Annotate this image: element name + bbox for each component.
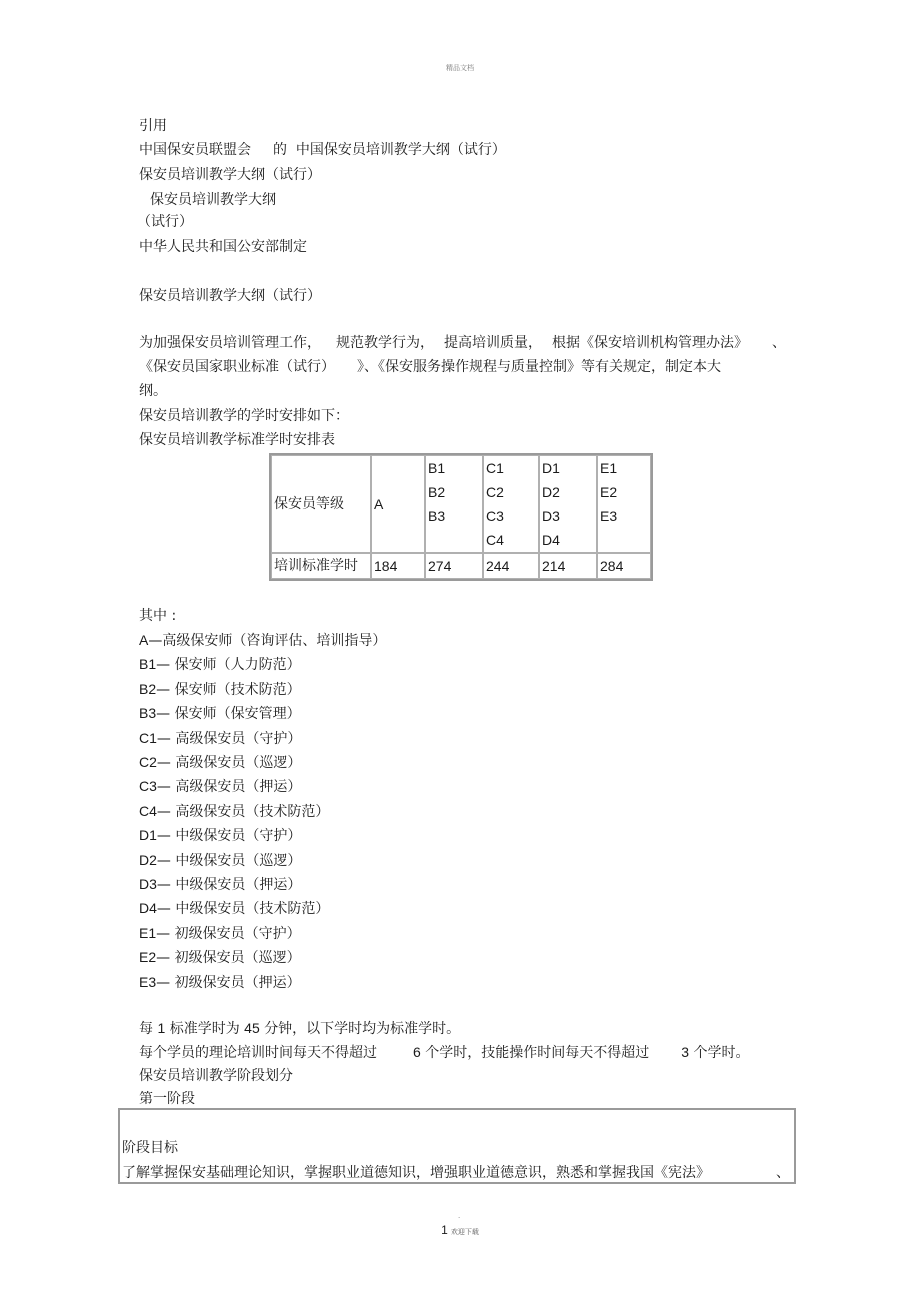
- para1-seg: 》、《保安服务操作规程与质量控制》等有关规定，制定本大: [357, 359, 721, 375]
- hours-cell: 184: [371, 553, 425, 579]
- issuer: 中华人民共和国公安部制定: [139, 239, 307, 255]
- level-code: C2: [486, 484, 504, 500]
- source-org: 中国保安员联盟会: [139, 142, 251, 158]
- legend-sep: —: [156, 755, 176, 771]
- note-seg: 标准学时为: [169, 1021, 240, 1037]
- level-code: E2: [600, 484, 618, 500]
- row-label-hours: 培训标准学时: [271, 553, 371, 579]
- level-code: E1: [600, 460, 618, 476]
- legend-text: 初级保安员（押运）: [174, 975, 301, 991]
- hours-cell: 244: [483, 553, 539, 579]
- note-seg: 分钟，以下学时均为标准学时。: [264, 1021, 461, 1037]
- note-num: 3: [681, 1044, 690, 1060]
- stage-goal-label: 阶段目标: [122, 1140, 178, 1156]
- stage1-heading: 第一阶段: [139, 1091, 195, 1107]
- legend-sep: —: [156, 804, 176, 820]
- level-code: C3: [486, 508, 504, 524]
- stages-heading: 保安员培训教学阶段划分: [139, 1068, 293, 1084]
- para1-line3: 纲。: [139, 383, 167, 399]
- hours-cell: 284: [597, 553, 651, 579]
- legend-item: [139, 874, 301, 895]
- legend-code: C3: [139, 778, 157, 794]
- legend-text: 中级保安员（巡逻）: [175, 853, 302, 869]
- legend-text: 保安师（技术防范）: [174, 682, 301, 698]
- page-header: 精品文档: [446, 64, 474, 72]
- legend-text: 高级保安员（守护）: [175, 731, 302, 747]
- level-code: E3: [600, 508, 618, 524]
- level-code: D4: [542, 532, 560, 548]
- note-seg: 个学时。: [693, 1045, 750, 1061]
- legend-sep: —: [156, 706, 175, 722]
- level-code: C4: [486, 532, 504, 548]
- legend-text: 中级保安员（技术防范）: [175, 901, 330, 917]
- legend-code: A: [139, 632, 149, 648]
- note-num: 1: [157, 1020, 166, 1036]
- level-code: B3: [428, 508, 446, 524]
- level-cell: [483, 455, 539, 553]
- legend-item: [139, 801, 329, 822]
- legend-sep: —: [156, 779, 176, 795]
- note-1: [139, 1018, 460, 1039]
- table-title: 保安员培训教学标准学时安排表: [139, 432, 335, 448]
- legend-text: 初级保安员（守护）: [174, 926, 301, 942]
- para1-seg: 、: [772, 335, 786, 351]
- legend-sep: —: [156, 975, 175, 991]
- legend-code: B1: [139, 656, 157, 672]
- legend-sep: —: [156, 950, 175, 966]
- hours-cell: 214: [539, 553, 597, 579]
- legend-text: 高级保安师（咨询评估、培训指导）: [162, 633, 387, 649]
- para1-line2: [139, 357, 721, 377]
- title-line-2: 保安员培训教学大纲（试行）: [139, 288, 321, 304]
- level-cell: [425, 455, 483, 553]
- legend-text: 高级保安员（押运）: [175, 779, 302, 795]
- legend-item: [139, 923, 301, 944]
- legend-item: [139, 679, 301, 700]
- legend-sep: —: [156, 731, 176, 747]
- page-footer: [0, 1223, 920, 1237]
- title-line: 保安员培训教学大纲（试行）: [139, 167, 321, 183]
- legend-text: 高级保安员（巡逻）: [175, 755, 302, 771]
- level-code: D2: [542, 484, 560, 500]
- stage-goal-text: [122, 1163, 790, 1183]
- legend-text: 高级保安员（技术防范）: [175, 804, 330, 820]
- legend-text: 保安师（人力防范）: [174, 657, 301, 673]
- legend-code: C1: [139, 730, 157, 746]
- para1-seg: 提高培训质量，: [444, 335, 542, 351]
- stage-goal-tail: 、: [776, 1165, 790, 1181]
- legend-code: D1: [139, 827, 157, 843]
- legend-item: [139, 850, 301, 871]
- legend-text: 中级保安员（押运）: [175, 877, 302, 893]
- legend-code: E1: [139, 925, 157, 941]
- legend-text: 保安师（保安管理）: [174, 706, 301, 722]
- stage-goal-body: 了解掌握保安基础理论知识，掌握职业道德知识，增强职业道德意识，熟悉和掌握我国《宪法》: [122, 1165, 710, 1181]
- legend-code: E3: [139, 974, 157, 990]
- note-2: [139, 1042, 750, 1063]
- legend-code: B2: [139, 681, 157, 697]
- cite-label: 引用: [139, 118, 167, 134]
- footer-label: 欢迎下载: [450, 1228, 479, 1236]
- para1-seg: 规范教学行为，: [336, 335, 434, 351]
- legend-item: [139, 703, 301, 724]
- level-code: D3: [542, 508, 560, 524]
- para1-line1: [139, 333, 786, 353]
- hours-cell: 274: [425, 553, 483, 579]
- note-num: 6: [413, 1044, 421, 1060]
- table-row: [271, 553, 651, 579]
- legend-sep: —: [156, 657, 175, 673]
- legend-sep: —: [156, 877, 176, 893]
- legend-item: [139, 947, 301, 968]
- footer-dot: .: [458, 1212, 461, 1220]
- legend-item: [139, 898, 329, 919]
- legend-sep: —: [156, 926, 175, 942]
- level-code: B1: [428, 460, 446, 476]
- legend-sep: —: [156, 682, 175, 698]
- note-num: 45: [244, 1020, 260, 1036]
- source-title: 的 中国保安员培训教学大纲（试行）: [273, 142, 506, 158]
- legend-sep: —: [156, 828, 176, 844]
- legend-item: [139, 630, 386, 651]
- legend-sep: —: [148, 633, 163, 649]
- legend-item: [139, 728, 301, 749]
- legend-heading: 其中 :: [139, 608, 177, 624]
- level-code: D1: [542, 460, 560, 476]
- note-seg: 个学时，技能操作时间每天不得超过: [425, 1045, 650, 1061]
- legend-item: [139, 825, 301, 846]
- source-line: [139, 140, 506, 160]
- note-seg: 每: [139, 1021, 153, 1037]
- table-row: [271, 455, 651, 553]
- note-seg: 每个学员的理论培训时间每天不得超过: [139, 1045, 377, 1061]
- stage-goal-box: [118, 1108, 796, 1184]
- hours-table: [269, 453, 653, 581]
- doc-title: 保安员培训教学大纲: [150, 192, 276, 208]
- para1-seg: 根据《保安培训机构管理办法》: [552, 335, 748, 351]
- legend-code: D4: [139, 900, 157, 916]
- legend-code: D2: [139, 852, 157, 868]
- legend-code: D3: [139, 876, 157, 892]
- level-cell: [371, 455, 425, 553]
- row-label-level: 保安员等级: [271, 455, 371, 553]
- legend-code: C4: [139, 803, 157, 819]
- para1-seg: 《保安员国家职业标准（试行）: [139, 359, 335, 375]
- schedule-intro: 保安员培训教学的学时安排如下：: [139, 408, 349, 424]
- legend-sep: —: [156, 853, 176, 869]
- level-code: A: [374, 496, 384, 512]
- para1-seg: 为加强保安员培训管理工作，: [139, 335, 321, 351]
- legend-code: C2: [139, 754, 157, 770]
- legend-code: B3: [139, 705, 157, 721]
- level-code: C1: [486, 460, 504, 476]
- legend-item: [139, 752, 301, 773]
- level-code: B2: [428, 484, 446, 500]
- legend-text: 中级保安员（守护）: [175, 828, 302, 844]
- level-cell: [539, 455, 597, 553]
- level-cell: [597, 455, 651, 553]
- legend-item: [139, 972, 301, 993]
- legend-item: [139, 776, 301, 797]
- page-number: 1: [441, 1223, 448, 1237]
- legend-text: 初级保安员（巡逻）: [174, 950, 301, 966]
- legend-item: [139, 654, 301, 675]
- legend-sep: —: [156, 901, 176, 917]
- doc-subtitle: （试行）: [137, 214, 193, 230]
- legend-code: E2: [139, 949, 157, 965]
